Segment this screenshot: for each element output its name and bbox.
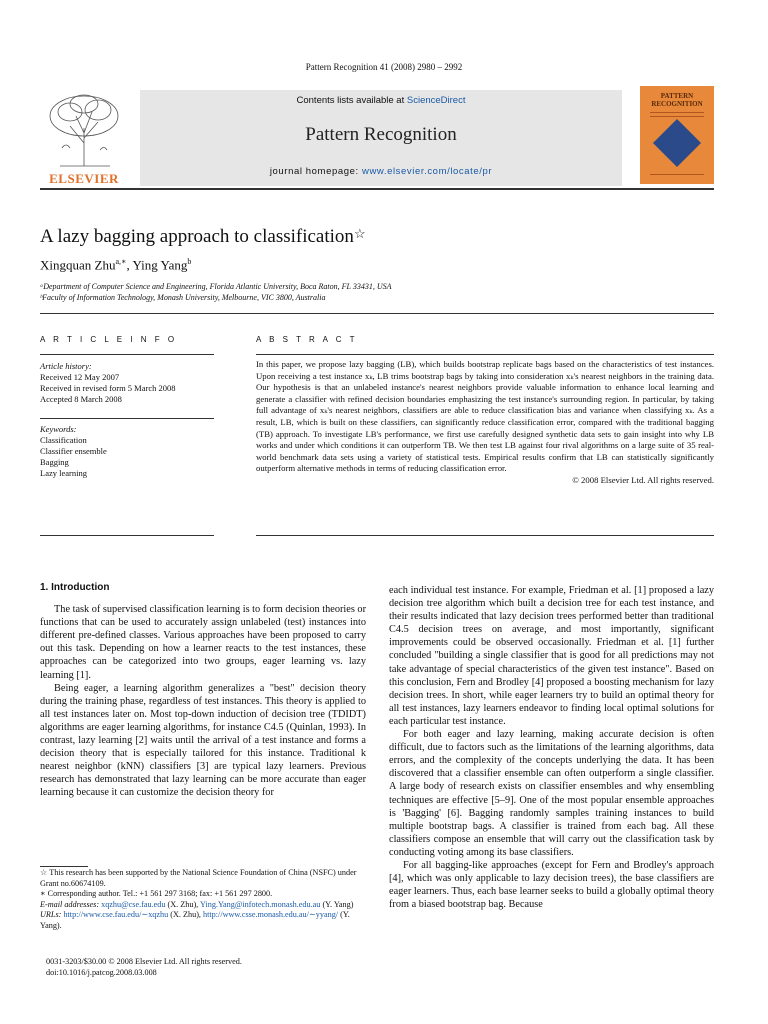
email-label: E-mail addresses:	[40, 899, 100, 909]
history-item: Received 12 May 2007	[40, 372, 120, 382]
body-column-right	[389, 584, 714, 911]
masthead-divider	[40, 188, 714, 190]
section-heading: 1. Introduction	[40, 582, 110, 593]
url-link[interactable]: http://www.csse.monash.edu.au/∼yyang/	[203, 910, 339, 920]
divider	[256, 354, 714, 355]
history-item: Accepted 8 March 2008	[40, 394, 122, 404]
contents-prefix: Contents lists available at	[296, 95, 405, 106]
article-title	[40, 226, 366, 248]
footnotes	[40, 868, 366, 932]
issn-line: 0031-3203/$30.00 © 2008 Elsevier Ltd. All rights reserved.	[46, 957, 242, 966]
abstract-copyright: © 2008 Elsevier Ltd. All rights reserved.	[572, 474, 714, 485]
abstract-body	[256, 359, 714, 487]
url-link[interactable]: http://www.cse.fau.edu/∼xqzhu	[63, 910, 169, 920]
journal-homepage	[140, 166, 622, 177]
paragraph: For both eager and lazy learning, making accurate decision is often difficult, due to factors such as the limitations of the learning algorithms, data errors, and the complexity of the concepts underlying the data. It has been discovered that a classifier ensemble can often outperform a single classifier. A large body of research exists on classifier ensembles and why ensembling techniques are effective [5–9]. One of the most popular ensemble approaches is 'Bagging' [6]. Bagging randomly samples training instances to build multiple bootstrap bags. A classifier is trained from each bag. All these classifiers compose an ensemble that will carry out the classification task by conducting voting among its base classifiers.	[389, 729, 714, 858]
cover-rule	[650, 174, 704, 175]
url-label: URLs:	[40, 910, 62, 920]
section-divider	[40, 313, 714, 314]
footnote	[40, 900, 366, 911]
journal-cover[interactable]	[640, 86, 714, 184]
author-ref: (Y. Yang).	[40, 910, 350, 930]
paragraph: Being eager, a learning algorithm generalizes a "best" decision theory during the training phase, regardless of test instances. This theory is applied to all test instances later on. Most top-down induction of decision tree (TDIDT) algorithms are eager learning algorithms, for instance C4.5 (Quinlan, 1993). In contrast, lazy learning [2] waits until the arrival of a test instance and forms a decision theory that is especially tailored for this instance. Traditional k nearest neighbor (kNN) classifiers [3] are typical lazy learners. Previous research has demonstrated that lazy learning can be more accurate than eager learning because it can customize the decision theory for	[40, 682, 366, 799]
author-ref: (Y. Yang)	[322, 899, 354, 909]
divider	[256, 535, 714, 536]
cover-rule	[650, 112, 704, 113]
article-identifiers	[46, 957, 242, 978]
footnote: ☆ This research has been supported by the National Science Foundation of China (NSFC) under Grant no.60674109.	[40, 868, 357, 888]
history-item: Received in revised form 5 March 2008	[40, 383, 176, 393]
homepage-prefix: journal homepage:	[269, 166, 359, 177]
email-link[interactable]: Ying.Yang@infotech.monash.edu.au	[199, 899, 321, 909]
journal-title: Pattern Recognition	[305, 124, 457, 145]
author-name: Xingquan Zhu	[40, 257, 116, 273]
keyword: Lazy learning	[40, 468, 87, 478]
title-footnote-mark[interactable]: ☆	[353, 226, 366, 241]
sciencedirect-link[interactable]: ScienceDirect	[406, 95, 466, 106]
journal-reference: Pattern Recognition 41 (2008) 2980 – 2992	[305, 62, 463, 72]
author-list: Xingquan Zhu$^{a,∗}$, Ying Yang$^b$	[40, 257, 192, 273]
publisher-name: ELSEVIER	[49, 171, 119, 186]
elsevier-logo[interactable]	[40, 88, 128, 184]
divider	[40, 535, 214, 536]
article-info-heading: A R T I C L E I N F O	[40, 335, 178, 344]
author-ref: (X. Zhu),	[170, 910, 201, 920]
article-title-text: A lazy bagging approach to classification	[40, 226, 354, 247]
affiliation: ᵃDepartment of Computer Science and Engineering, Florida Atlantic University, Boca Raton, FL 33431, USA	[40, 282, 392, 291]
author-sup[interactable]: b	[187, 257, 192, 266]
homepage-link[interactable]: www.elsevier.com/locate/pr	[361, 166, 493, 177]
footnote-divider	[40, 866, 88, 867]
keyword: Bagging	[40, 457, 69, 467]
tree-icon	[40, 88, 128, 168]
abstract-text: In this paper, we propose lazy bagging (LB), which builds bootstrap replicate bags based on the characteristics of test instances. Upon receiving a test instance xₖ, LB trims bootstrap bags by taking into consideration xₖ's nearest neighbors in the training data. Our hypothesis is that an unlabeled instance's nearest neighbors provide valuable information to enhance local learning and generate a classifier with refined decision boundaries emphasizing the test instance's surrounding region. In particular, by taking full advantage of xₖ's nearest neighbors, classifiers are able to reduce classification bias and variance when classifying xₖ. As a result, LB, which is built on these classifiers, can significantly reduce classification error, compared with the traditional bagging (TB) approach. To investigate LB's performance, we first use carefully designed synthetic data sets to gain insight into why LB works and under which conditions it can outperform TB. We then test LB against four rival algorithms on a large suite of 35 real-world benchmark data sets using a variety of statistical tests. Empirical results confirm that LB can statistically significantly outperform alternative methods in terms of reducing classification error.	[256, 359, 714, 474]
contents-line	[140, 95, 622, 106]
keywords-label: Keywords:	[40, 424, 77, 434]
cover-title: PATTERN RECOGNITION	[651, 92, 703, 108]
paragraph: The task of supervised classification learning is to form decision theories or functions that can be used to accurately assign unlabeled (test) instances into different pre-defined classes. Various approaches have been proposed to carry out this task. Depending on how a learner reacts to the test instances, these approaches can be categorized into two groups, eager learning vs. lazy learning [1].	[40, 604, 366, 681]
cover-emblem-icon	[653, 119, 701, 167]
author-sup[interactable]: a,∗	[115, 257, 127, 266]
keyword: Classification	[40, 435, 87, 445]
history-label: Article history:	[40, 361, 92, 371]
keyword: Classifier ensemble	[40, 446, 107, 456]
keywords	[40, 424, 107, 479]
footnote	[40, 910, 366, 931]
paragraph: each individual test instance. For example, Friedman et al. [1] proposed a lazy decision tree algorithm which built a decision tree for each test instance, and their results indicated that lazy decision trees performed better than traditional C4.5 decision trees on average, and most importantly, significant improvements could be observed occasionally. Friedman et al. [1] further concluded "building a single classifier that is good for all predictions may not take advantage of special characteristics of the given test instance". Based on this conclusion, Fern and Brodley [4] proposed a boosting mechanism for lazy decision trees. In short, while eager learners try to build an optimal theory for all test instances, lazy learners endeavor to finding local optimal solutions for each particular test instance.	[389, 585, 714, 727]
author-ref: (X. Zhu),	[167, 899, 199, 909]
body-column-left	[40, 581, 366, 800]
affiliation: ᵇFaculty of Information Technology, Monash University, Melbourne, VIC 3800, Australia	[40, 293, 326, 302]
paragraph: For all bagging-like approaches (except for Fern and Brodley's approach [4], which was only applicable to lazy decision trees), the base classifiers are eager learners. Thus, each base learner seeks to build a globally optimal theory from a biased bootstrap bag. Because	[389, 859, 714, 911]
cover-rule	[650, 116, 704, 117]
doi-line[interactable]: doi:10.1016/j.patcog.2008.03.008	[46, 967, 157, 977]
divider	[40, 354, 214, 355]
email-link[interactable]: xqzhu@cse.fau.edu	[101, 899, 166, 909]
article-history	[40, 361, 176, 405]
footnote: ∗ Corresponding author. Tel.: +1 561 297 3168; fax: +1 561 297 2800.	[40, 889, 273, 899]
author-name: Ying Yang	[132, 257, 188, 273]
abstract-heading: A B S T R A C T	[256, 335, 358, 344]
divider	[40, 418, 214, 419]
journal-masthead	[140, 90, 622, 186]
